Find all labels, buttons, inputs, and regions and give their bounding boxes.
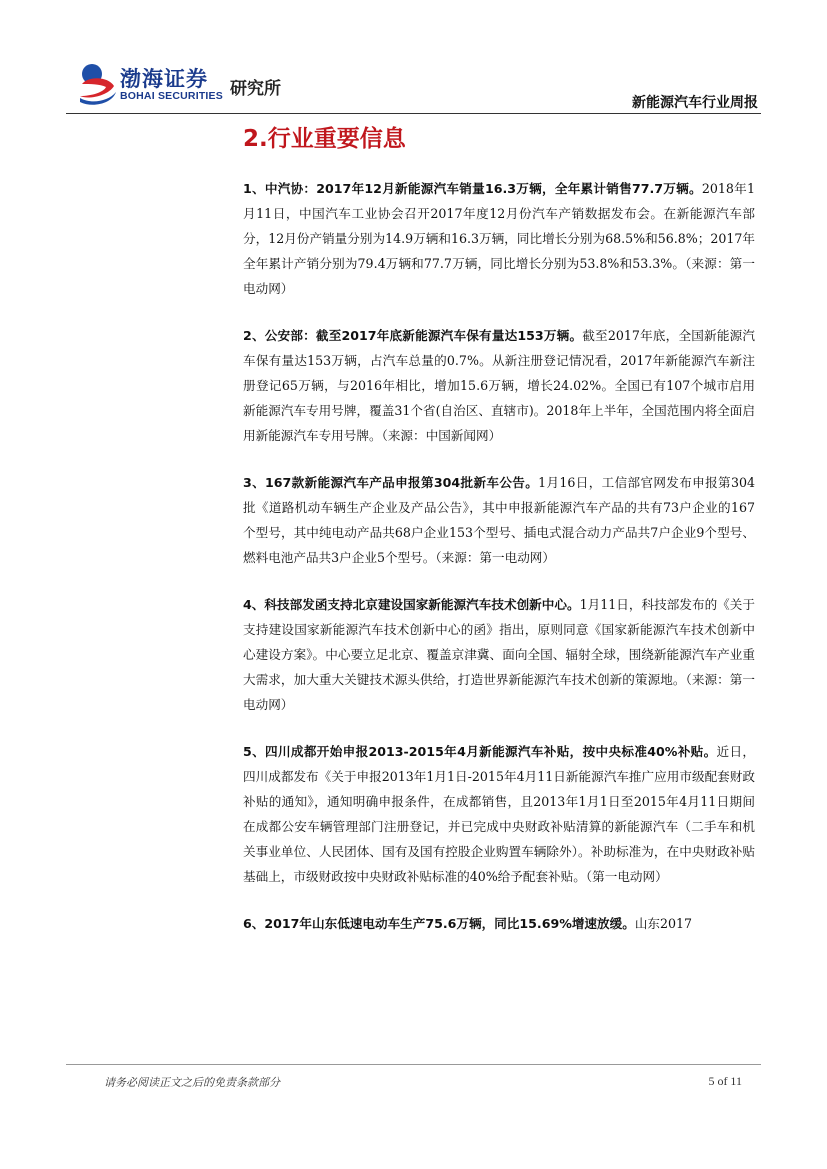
news-item-headline: 1、中汽协：2017年12月新能源汽车销量16.3万辆，全年累计销售77.7万辆。 [243, 181, 702, 196]
news-item-body: 截至2017年底，全国新能源汽车保有量达153万辆，占汽车总量的0.7%。从新注册登记情况看，2017年新能源汽车新注册登记65万辆，与2016年相比，增加15.6万辆，增长24.02%。全国已有107个城市启用新能源汽车专用号牌，覆盖31个省(自治区、直辖市)。2018年上半年，全国范围内将全面启用新能源汽车专用号牌。（来源：中国新闻网） [243, 328, 755, 443]
footer-divider [66, 1064, 761, 1065]
bohai-logo [78, 62, 298, 106]
news-item-body: 2018年1月11日，中国汽车工业协会召开2017年度12月份汽车产销数据发布会。在新能源汽车部分，12月份产销量分别为14.9万辆和16.3万辆，同比增长分别为68.5%和56.8%；2017年全年累计产销分别为79.4万辆和77.7万辆，同比增长分别为53.8%和53.3%。（来源：第一电动网） [243, 181, 755, 296]
news-item-4 [243, 592, 755, 717]
section-title: 2.行业重要信息 [243, 126, 406, 152]
page-number: 5 of 11 [708, 1074, 742, 1088]
page-header [0, 0, 827, 120]
footer-disclaimer: 请务必阅读正文之后的免责条款部分 [104, 1076, 280, 1089]
logo-english-name: BOHAI SECURITIES [120, 90, 223, 102]
logo-chinese-name: 渤海证券 [120, 67, 208, 91]
news-item-body: 山东2017 [634, 916, 693, 931]
news-item-headline: 5、四川成都开始申报2013-2015年4月新能源汽车补贴，按中央标准40%补贴。 [243, 744, 717, 759]
news-item-headline: 6、2017年山东低速电动车生产75.6万辆，同比15.69%增速放缓。 [243, 916, 635, 931]
news-item-1 [243, 176, 755, 301]
news-item-3 [243, 470, 755, 570]
news-item-body: 近日，四川成都发布《关于申报2013年1月1日-2015年4月11日新能源汽车推广应用市级配套财政补贴的通知》，通知明确申报条件，在成都销售，且2013年1月1日至2015年4月11日期间在成都公安车辆管理部门注册登记，并已完成中央财政补贴清算的新能源汽车（二手车和机关事业单位、人民团体、国有及国有控股企业购置车辆除外）。补助标准为，在中央财政补贴基础上，市级财政按中央财政补贴标准的40%给予配套补贴。（第一电动网） [243, 744, 756, 884]
news-item-headline: 2、公安部：截至2017年底新能源汽车保有量达153万辆。 [243, 328, 583, 343]
news-item-body: 1月11日，科技部发布的《关于支持建设国家新能源汽车技术创新中心的函》指出，原则同意《国家新能源汽车技术创新中心建设方案》。中心要立足北京、覆盖京津冀、面向全国、辐射全球，围绕新能源汽车产业重大需求，加大重大关键技术源头供给，打造世界新能源汽车技术创新的策源地。（来源：第一电动网） [243, 597, 755, 712]
news-item-headline: 4、科技部发函支持北京建设国家新能源汽车技术创新中心。 [243, 597, 580, 612]
report-name: 新能源汽车行业周报 [632, 95, 758, 111]
bohai-logo-mark-icon [78, 62, 118, 106]
news-item-5 [243, 739, 755, 889]
news-item-headline: 3、167款新能源汽车产品申报第304批新车公告。 [243, 475, 539, 490]
news-list [243, 176, 755, 958]
header-divider [66, 113, 761, 114]
news-item-body: 1月16日，工信部官网发布申报第304批《道路机动车辆生产企业及产品公告》，其中申报新能源汽车产品的共有73户企业的167个型号，其中纯电动产品共68户企业153个型号、插电式混合动力产品共7户企业9个型号、燃料电池产品共3户企业5个型号。（来源：第一电动网） [243, 475, 756, 565]
news-item-2 [243, 323, 755, 448]
news-item-6 [243, 911, 755, 936]
logo-institute: 研究所 [230, 79, 281, 99]
